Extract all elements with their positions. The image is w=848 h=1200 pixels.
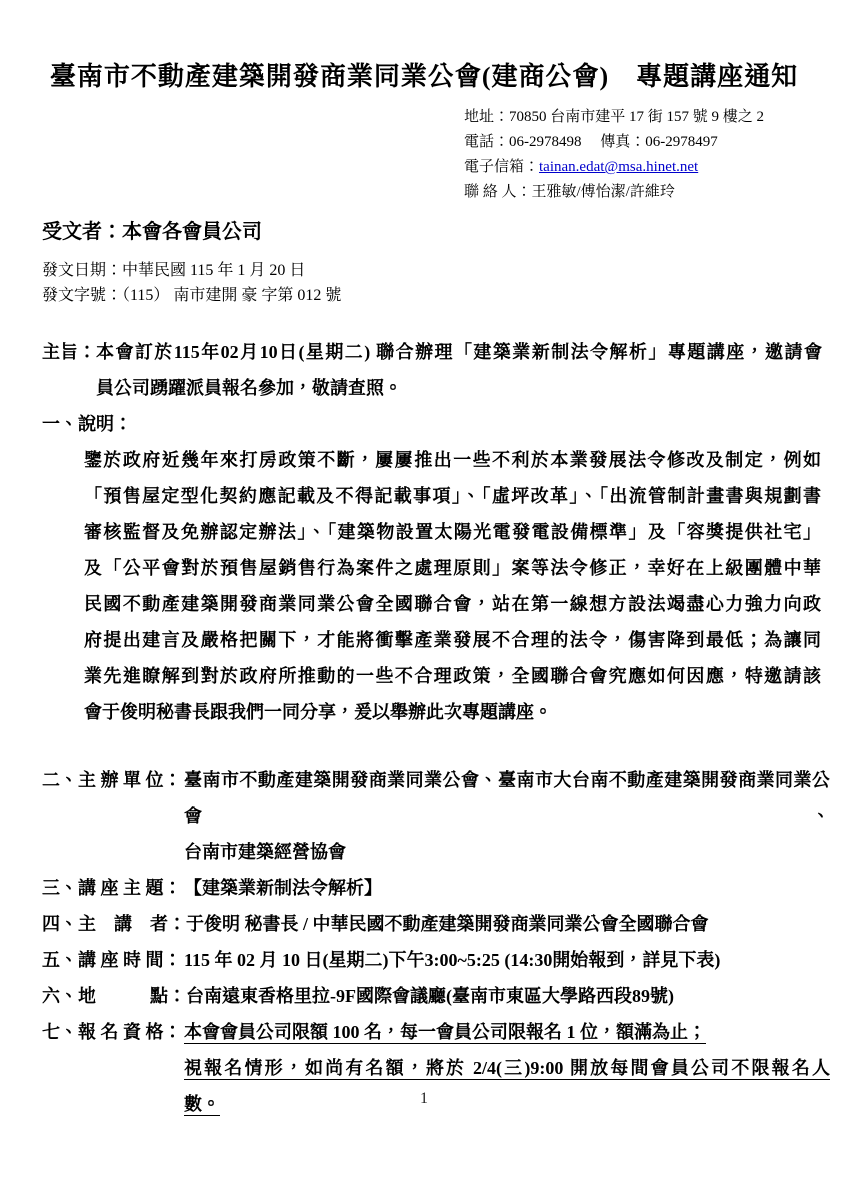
explanation-paragraph <box>84 442 821 730</box>
section-line: 臺南市不動產建築開發商業同業公會、臺南市大台南不動產建築開發商業同業公會、 <box>184 770 830 826</box>
contact-address: 地址：70850 台南市建平 17 街 157 號 9 樓之 2 <box>464 109 765 125</box>
section-label: 四、主 講 者： <box>42 914 186 934</box>
explanation-heading: 一、說明： <box>42 414 132 434</box>
section-line-underlined: 視報名情形，如尚有名額，將於 2/4(三)9:00 開放每間會員公司不限報名人 <box>184 1058 830 1078</box>
section-label: 五、講 座 時 間： <box>42 950 182 970</box>
subject-body <box>96 334 822 406</box>
section-organizer <box>42 762 830 870</box>
document-meta <box>42 258 848 308</box>
section-time <box>42 942 830 978</box>
section-venue <box>42 978 830 1014</box>
contact-email-line <box>464 155 848 180</box>
contact-liaison: 聯 絡 人：王雅敏/傅怡潔/許維玲 <box>464 184 675 200</box>
section-line-underlined: 數。 <box>184 1094 220 1114</box>
section-topic <box>42 870 830 906</box>
section-content: 台南遠東香格里拉-9F國際會議廳(臺南市東區大學路西段89號) <box>186 986 674 1006</box>
ref-number-line: 發文字號：（115） 南市建開 豪 字第 012 號 <box>42 287 342 304</box>
section-content: 于俊明 秘書長 / 中華民國不動產建築開發商業同業公會全國聯合會 <box>186 914 709 934</box>
paragraph-line: 會于俊明秘書長跟我們一同分享，爰以舉辦此次專題講座。 <box>84 702 552 722</box>
recipient-line: 受文者：本會各會員公司 <box>42 221 262 243</box>
numbered-sections <box>0 762 848 1122</box>
section-content <box>184 762 830 870</box>
paragraph-line: 鑒於政府近幾年來打房政策不斷，屢屢推出一些不利於本業發展法令修改及制定，例如 <box>84 450 821 470</box>
paragraph-line: 及「公平會對於預售屋銷售行為案件之處理原則」案等法令修正，幸好在上級團體中華 <box>84 558 821 578</box>
subject-block <box>42 334 822 406</box>
section-content: 115 年 02 月 10 日(星期二)下午3:00~5:25 (14:30開始報到，詳見下表) <box>184 950 721 970</box>
section-label: 三、講 座 主 題： <box>42 878 182 898</box>
section-content: 【建築業新制法令解析】 <box>184 878 382 898</box>
paragraph-line: 「預售屋定型化契約應記載及不得記載事項」、「虛坪改革」、「出流管制計畫書與規劃書 <box>84 486 821 506</box>
paragraph-line: 業先進瞭解到對於政府所推動的一些不合理政策，全國聯合會究應如何因應，特邀請該 <box>84 666 821 686</box>
section-line: 台南市建築經營協會 <box>184 842 346 862</box>
paragraph-line: 府提出建言及嚴格把關下，才能將衝擊產業發展不合理的法令，傷害降到最低；為讓同 <box>84 630 821 650</box>
section-label: 七、報 名 資 格： <box>42 1022 182 1042</box>
document-title: 臺南市不動產建築開發商業同業公會(建商公會) 專題講座通知 <box>49 62 799 91</box>
issue-date-line: 發文日期：中華民國 115 年 1 月 20 日 <box>42 262 306 279</box>
section-line-underlined: 本會會員公司限額 100 名，每一會員公司限報名 1 位，額滿為止； <box>184 1022 706 1042</box>
section-label: 六、地 點： <box>42 986 186 1006</box>
contact-phone-fax: 電話：06-2978498 傳真：06-2978497 <box>464 134 718 150</box>
paragraph-line: 民國不動產建築開發商業同業公會全國聯合會，站在第一線想方設法竭盡心力強力向政 <box>84 594 821 614</box>
section-speaker <box>42 906 830 942</box>
contact-block <box>464 105 848 205</box>
contact-email-label: 電子信箱： <box>464 159 540 175</box>
email-link[interactable]: tainan.edat@msa.hinet.net <box>539 159 699 175</box>
page-number: 1 <box>420 1090 428 1107</box>
section-label: 二、主 辦 單 位： <box>42 770 182 790</box>
subject-line: 本會訂於115年02月10日(星期二) 聯合辦理「建築業新制法令解析」專題講座，邀請會 <box>96 342 822 362</box>
subject-label: 主旨： <box>42 342 96 362</box>
paragraph-line: 審核監督及免辦認定辦法」、「建築物設置太陽光電發電設備標準」及「容獎提供社宅」 <box>84 522 821 542</box>
subject-line: 員公司踴躍派員報名參加，敬請查照。 <box>96 378 402 398</box>
